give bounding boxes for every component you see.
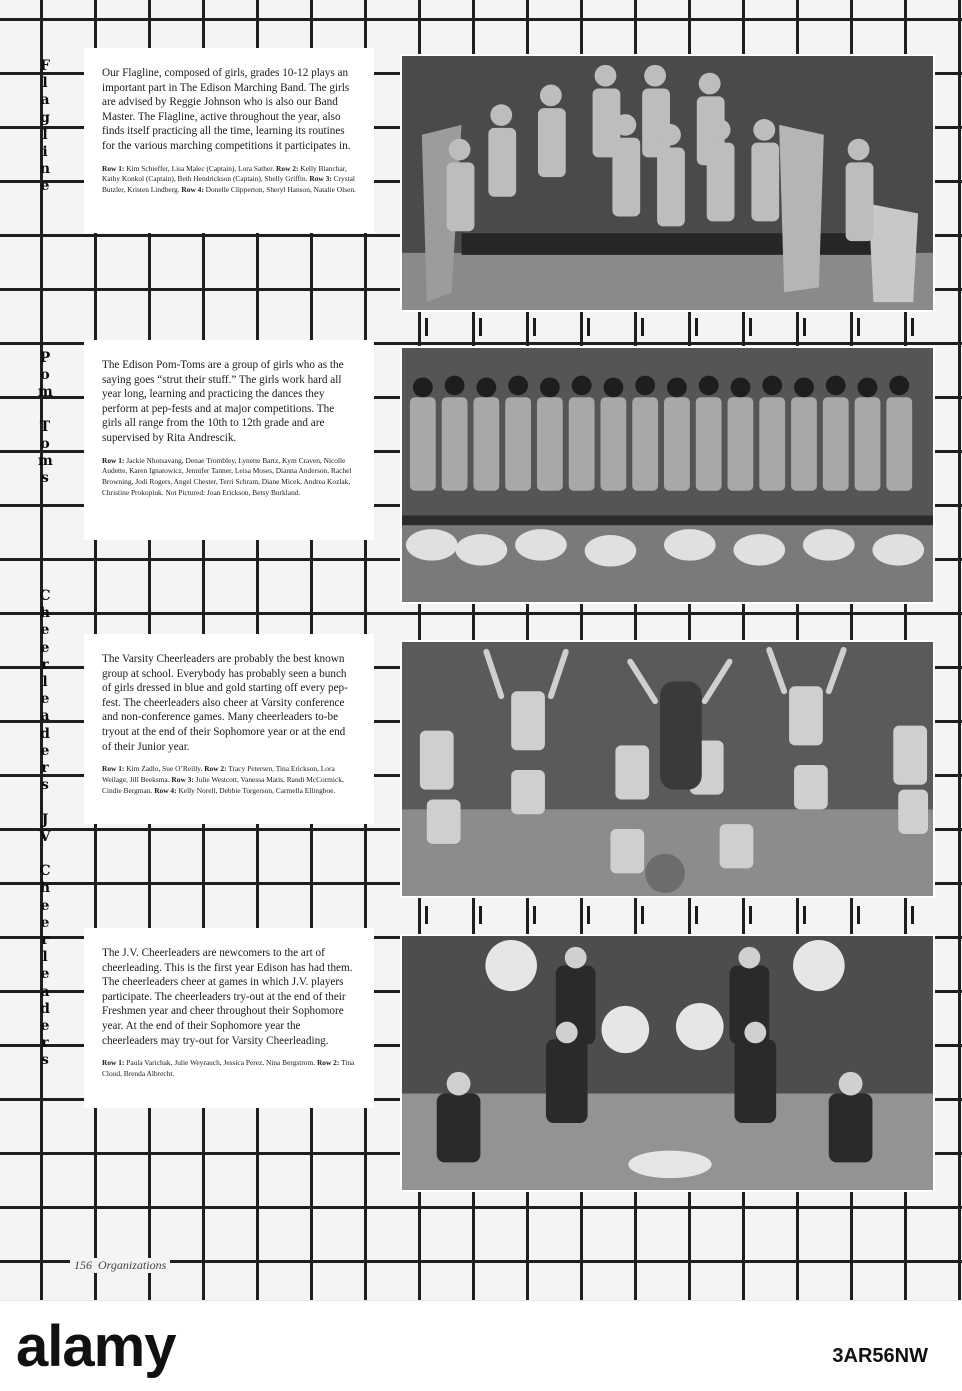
- row-names: Crystal Butzler, Kristen Lindberg.: [102, 174, 355, 195]
- row-names: Kim Zadlo, Sue O’Reilly.: [126, 764, 203, 774]
- row-label: Row 2:: [204, 764, 227, 774]
- row-names: Paula Varichak, Julie Weyrauch, Jessica Perez, Nina Bergstrom.: [126, 1058, 316, 1068]
- image-id: 3AR56NW: [832, 1345, 928, 1367]
- vertical-title-cheerleaders: C h e e r l e a d e r s J V C h e e r l e a d e r s: [39, 588, 51, 1069]
- row-names: Tracy Petersen, Tina Erickson, Lora Weilage, Jill Beeksma.: [102, 764, 335, 784]
- tick-row: [400, 906, 940, 924]
- row-label: Row 4:: [181, 185, 204, 195]
- row-label: Row 1:: [102, 163, 125, 173]
- page-number: 156: [74, 1258, 92, 1272]
- row-label: Row 4:: [154, 785, 177, 795]
- pom-toms-photo: [400, 346, 935, 604]
- row-names: Tina Cloud, Brenda Albrecht.: [102, 1058, 355, 1078]
- not-pictured: Not Pictured: Joan Erickson, Betsy Burkland.: [165, 487, 301, 497]
- jv-cheer-description: The J.V. Cheerleaders are newcomers to the art of cheerleading. This is the first year Edison has had them. The cheerleaders cheer at games in which J.V. players participate. The cheerleaders try-out at the end of their Freshmen year and cheer throughout their Sophomore year. At the end of their Sophomore year the cheerleaders may try-out for Varsity Cheerleading.: [102, 947, 353, 1047]
- row-names: Kelly Blanchar, Kathy Konkol (Captain), Beth Hendrickson (Captain), Shelly Griffin.: [102, 163, 347, 184]
- flagline-description: Our Flagline, composed of girls, grades 10-12 plays an important part in The Edison Marching Band. The girls are advised by Reggie Johnson who is also our Band Master. The Flagline, active throughout the year, also finds itself practicing all the time, learning its routines for the various marching competitions it participates in.: [102, 67, 351, 152]
- row-names: Kelly Norell, Debbie Torgerson, Carmella Ellingboe.: [178, 785, 336, 795]
- section-name: Organizations: [98, 1258, 167, 1272]
- row-names: Jackie Nhotsavang, Denae Trombley, Lynette Bartz, Kym Craven, Nicolle Audette, Karen Ignatowicz, Jennifer Tanner, Leisa Moses, Dianna Anderson, Rachel Browning, Jodi Rogers, Angel Chester, Terri Schram, Diane Micek, Andrea Kozlak, Christine Prokopiuk.: [102, 455, 352, 497]
- watermark-bar: [0, 1300, 962, 1391]
- watermark-logo: alamy: [16, 1314, 176, 1379]
- jv-cheer-text-box: [84, 928, 374, 1108]
- pom-toms-description: The Edison Pom-Toms are a group of girls who as the saying goes “strut their stuff.” The girls work hard all year long, learning and practicing the dances they perform at pep-fests and at major competitions. The girls all range from the 10th to 12th grade and are supervised by Rita Andrescik.: [102, 359, 344, 444]
- row-names: Donelle Clipperton, Sheryl Hanson, Natalie Olsen.: [205, 185, 356, 195]
- tick-row: [400, 318, 940, 336]
- varsity-cheer-text-box: [84, 634, 374, 824]
- pom-toms-names: [102, 456, 356, 499]
- row-label: Row 1:: [102, 764, 125, 774]
- varsity-cheer-photo: [400, 640, 935, 898]
- row-label: Row 2:: [316, 1058, 340, 1068]
- pom-toms-text-box: [84, 340, 374, 540]
- row-names: Julie Westcott, Vanessa Matis, Randi McCormick, Cindie Bergman.: [102, 774, 344, 795]
- row-label: Row 1:: [102, 1058, 125, 1068]
- vertical-title-pom-toms: P o m T o m s: [38, 350, 53, 487]
- varsity-cheer-names: [102, 764, 356, 796]
- varsity-cheer-description: The Varsity Cheerleaders are probably the best known group at school. Everybody has probably seen a bunch of girls dressed in blue and gold starting off every pep-fest. The cheerleaders also cheer at Varsity conference and non-conference games. Many cheerleaders to-be tryout at the end of their Sophomore year or at the end of their Junior year.: [102, 653, 348, 753]
- flagline-text-box: [84, 48, 374, 233]
- row-label: Row 3:: [309, 174, 332, 184]
- vertical-title-flagline: F l a g l i n e: [39, 58, 51, 195]
- flagline-names: [102, 164, 356, 196]
- row-label: Row 3:: [171, 774, 194, 784]
- jv-cheer-names: [102, 1058, 356, 1080]
- flagline-photo: [400, 54, 935, 312]
- jv-cheer-photo: [400, 934, 935, 1192]
- page-footer: [70, 1258, 170, 1273]
- row-names: Kim Schieffer, Lisa Malec (Captain), Lora Sather.: [126, 163, 275, 173]
- row-label: Row 1:: [102, 455, 125, 465]
- row-label: Row 2:: [276, 163, 299, 173]
